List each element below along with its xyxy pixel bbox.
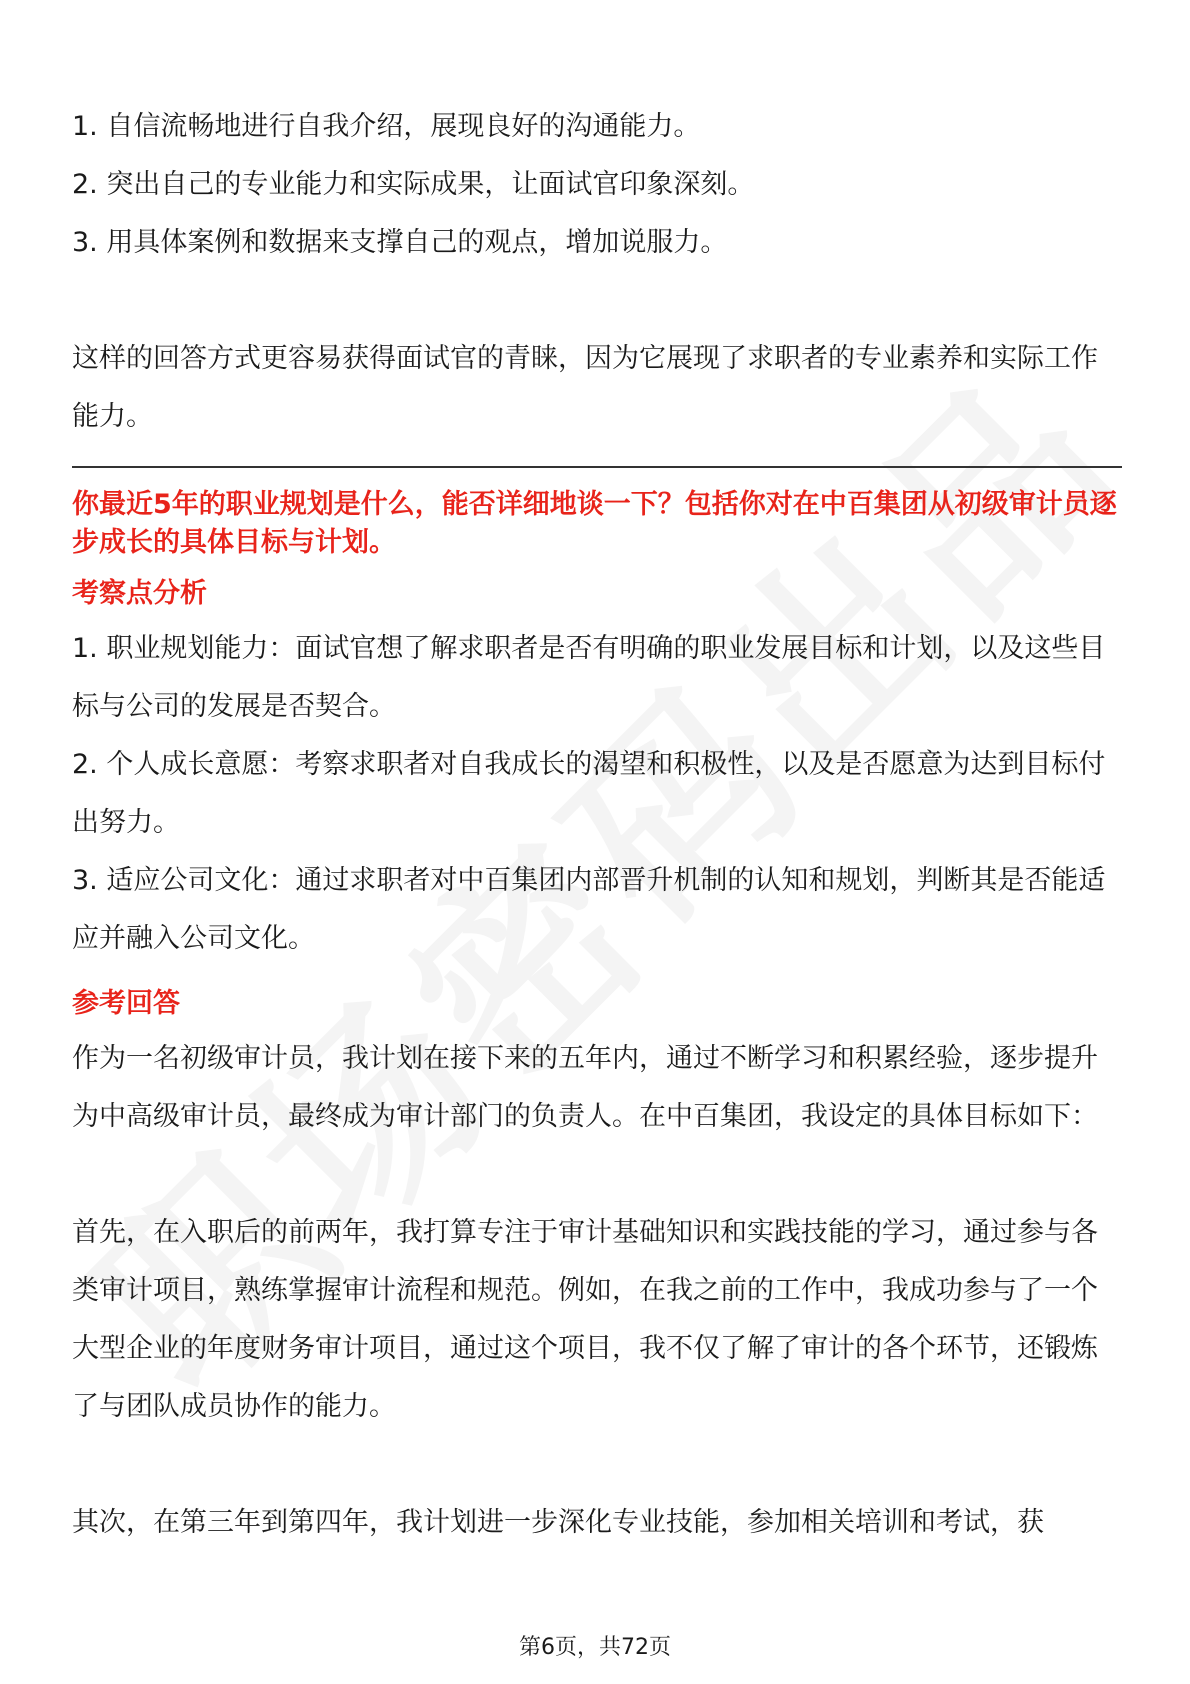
spacer <box>72 1436 1122 1494</box>
answer-title: 参考回答 <box>72 988 180 1019</box>
analysis-item: 3. 适应公司文化：通过求职者对中百集团内部晋升机制的认知和规划，判断其是否能适应并融入公司文化。 <box>72 865 1106 954</box>
answer-paragraph: 首先，在入职后的前两年，我打算专注于审计基础知识和实践技能的学习，通过参与各类审计项目，熟练掌握审计流程和规范。例如，在我之前的工作中，我成功参与了一个大型企业的年度财务审计项目，通过这个项目，我不仅了解了审计的各个环节，还锻炼了与团队成员协作的能力。 <box>72 1217 1098 1422</box>
intro-list-item: 3. 用具体案例和数据来支撑自己的观点，增加说服力。 <box>72 227 728 258</box>
intro-summary: 这样的回答方式更容易获得面试官的青睐，因为它展现了求职者的专业素养和实际工作能力。 <box>72 343 1098 432</box>
intro-list-item: 1. 自信流畅地进行自我介绍，展现良好的沟通能力。 <box>72 111 701 142</box>
analysis-item: 1. 职业规划能力：面试官想了解求职者是否有明确的职业发展目标和计划，以及这些目标与公司的发展是否契合。 <box>72 633 1106 722</box>
page-number: 第6页，共72页 <box>519 1635 671 1660</box>
analysis-title: 考察点分析 <box>72 578 207 609</box>
answer-paragraph: 作为一名初级审计员，我计划在接下来的五年内，通过不断学习和积累经验，逐步提升为中高级审计员，最终成为审计部门的负责人。在中百集团，我设定的具体目标如下： <box>72 1043 1098 1132</box>
section-divider <box>72 466 1122 468</box>
document-body <box>72 98 1122 1552</box>
analysis-item: 2. 个人成长意愿：考察求职者对自我成长的渴望和积极性，以及是否愿意为达到目标付出努力。 <box>72 749 1106 838</box>
intro-list-item: 2. 突出自己的专业能力和实际成果，让面试官印象深刻。 <box>72 169 755 200</box>
spacer <box>72 272 1122 330</box>
interview-question: 你最近5年的职业规划是什么，能否详细地谈一下？包括你对在中百集团从初级审计员逐步成长的具体目标与计划。 <box>72 489 1117 558</box>
answer-paragraph: 其次，在第三年到第四年，我计划进一步深化专业技能，参加相关培训和考试，获 <box>72 1507 1044 1538</box>
spacer <box>72 1146 1122 1204</box>
